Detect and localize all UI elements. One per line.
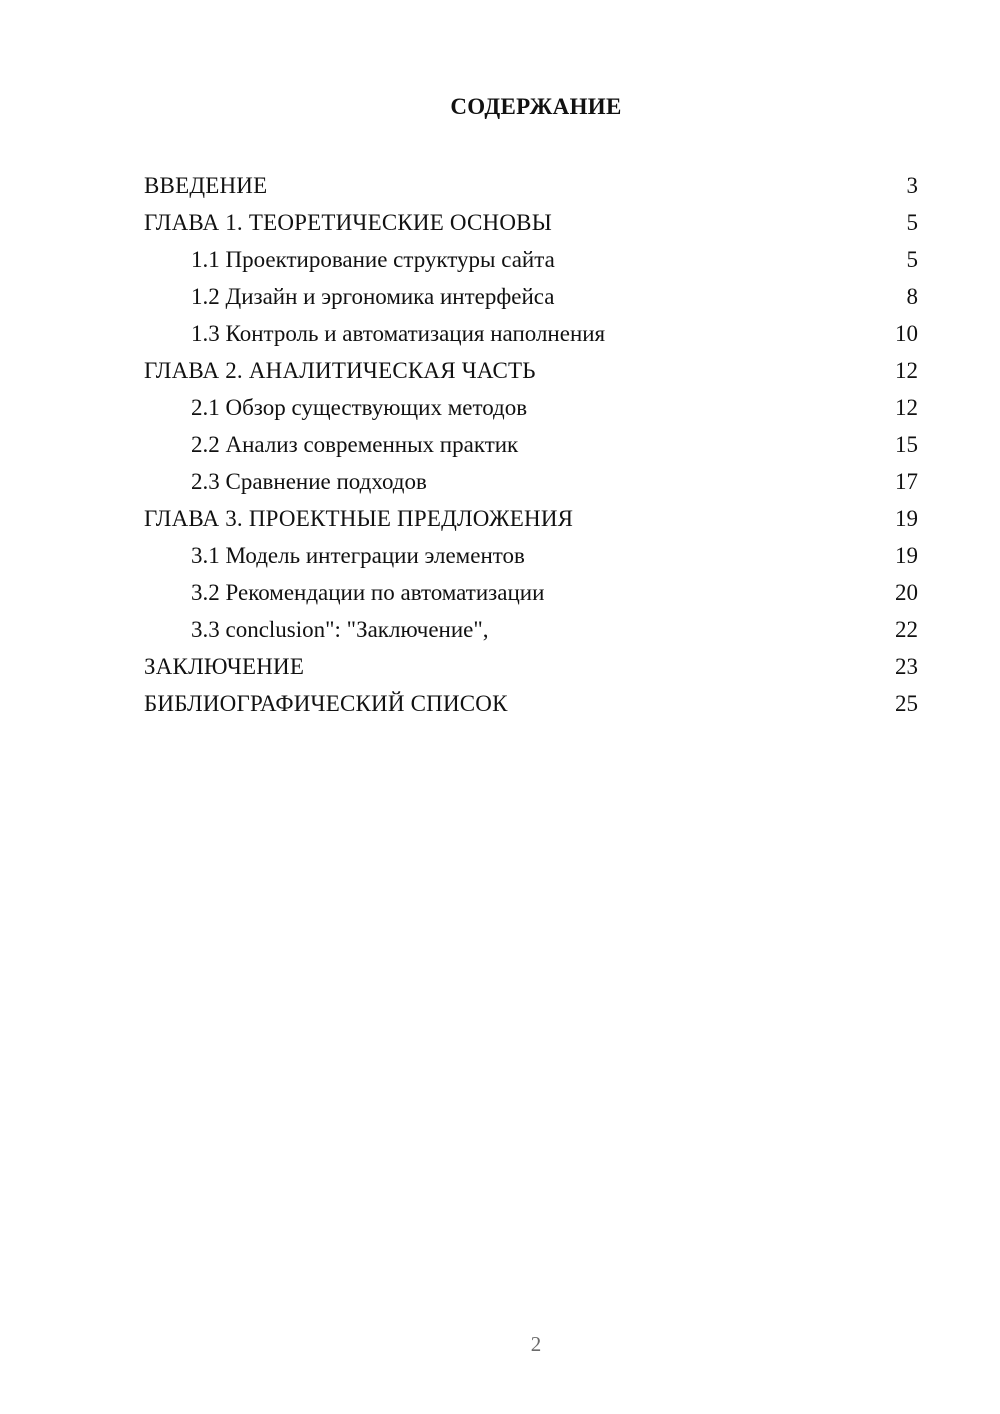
toc-entry-text: ГЛАВА 2. АНАЛИТИЧЕСКАЯ ЧАСТЬ	[144, 358, 536, 383]
toc-entry-text: 1.2 Дизайн и эргономика интерфейса	[191, 284, 555, 309]
toc-entry-page: 12	[895, 395, 918, 420]
toc-entry-page: 19	[895, 543, 918, 568]
toc-entry-text: 3.3 conclusion": "Заключение",	[191, 617, 489, 642]
toc-entry-page: 19	[895, 506, 918, 531]
toc-entry-text: 2.3 Сравнение подходов	[191, 469, 427, 494]
toc-entry-page: 12	[895, 358, 918, 383]
table-of-contents	[144, 167, 918, 722]
toc-entry-text: ЗАКЛЮЧЕНИЕ	[144, 654, 305, 679]
toc-entry[interactable]	[144, 537, 918, 574]
toc-entry-text: 3.1 Модель интеграции элементов	[191, 543, 525, 568]
toc-entry-page: 8	[906, 284, 918, 309]
toc-entry[interactable]	[144, 389, 918, 426]
toc-entry[interactable]	[144, 574, 918, 611]
toc-entry-text: 1.1 Проектирование структуры сайта	[191, 247, 555, 272]
toc-entry-text: ГЛАВА 3. ПРОЕКТНЫЕ ПРЕДЛОЖЕНИЯ	[144, 506, 574, 531]
toc-entry-page: 3	[906, 173, 918, 198]
toc-entry-page: 22	[895, 617, 918, 642]
toc-entry[interactable]	[144, 241, 918, 278]
toc-entry[interactable]	[144, 278, 918, 315]
toc-entry-text: 3.2 Рекомендации по автоматизации	[191, 580, 545, 605]
toc-entry[interactable]	[144, 426, 918, 463]
toc-entry-page: 17	[895, 469, 918, 494]
toc-entry-text: 2.2 Анализ современных практик	[191, 432, 519, 457]
toc-entry-page: 10	[895, 321, 918, 346]
toc-entry[interactable]	[144, 648, 918, 685]
toc-entry-page: 15	[895, 432, 918, 457]
page-number: 2	[530, 1332, 542, 1356]
toc-entry-text: БИБЛИОГРАФИЧЕСКИЙ СПИСОК	[144, 691, 508, 716]
toc-entry-text: ГЛАВА 1. ТЕОРЕТИЧЕСКИЕ ОСНОВЫ	[144, 210, 552, 235]
toc-entry[interactable]	[144, 352, 918, 389]
toc-entry-page: 5	[906, 247, 918, 272]
toc-entry-text: 2.1 Обзор существующих методов	[191, 395, 528, 420]
toc-entry[interactable]	[144, 685, 918, 722]
toc-entry-text: 1.3 Контроль и автоматизация наполнения	[191, 321, 606, 346]
toc-entry-page: 25	[895, 691, 918, 716]
toc-entry-text: ВВЕДЕНИЕ	[144, 173, 268, 198]
toc-entry[interactable]	[144, 167, 918, 204]
toc-entry[interactable]	[144, 315, 918, 352]
toc-entry-page: 23	[895, 654, 918, 679]
toc-entry[interactable]	[144, 204, 918, 241]
toc-entry-page: 20	[895, 580, 918, 605]
page-title: СОДЕРЖАНИЕ	[450, 94, 622, 119]
toc-entry[interactable]	[144, 463, 918, 500]
toc-entry[interactable]	[144, 611, 918, 648]
toc-entry-page: 5	[906, 210, 918, 235]
toc-entry[interactable]	[144, 500, 918, 537]
